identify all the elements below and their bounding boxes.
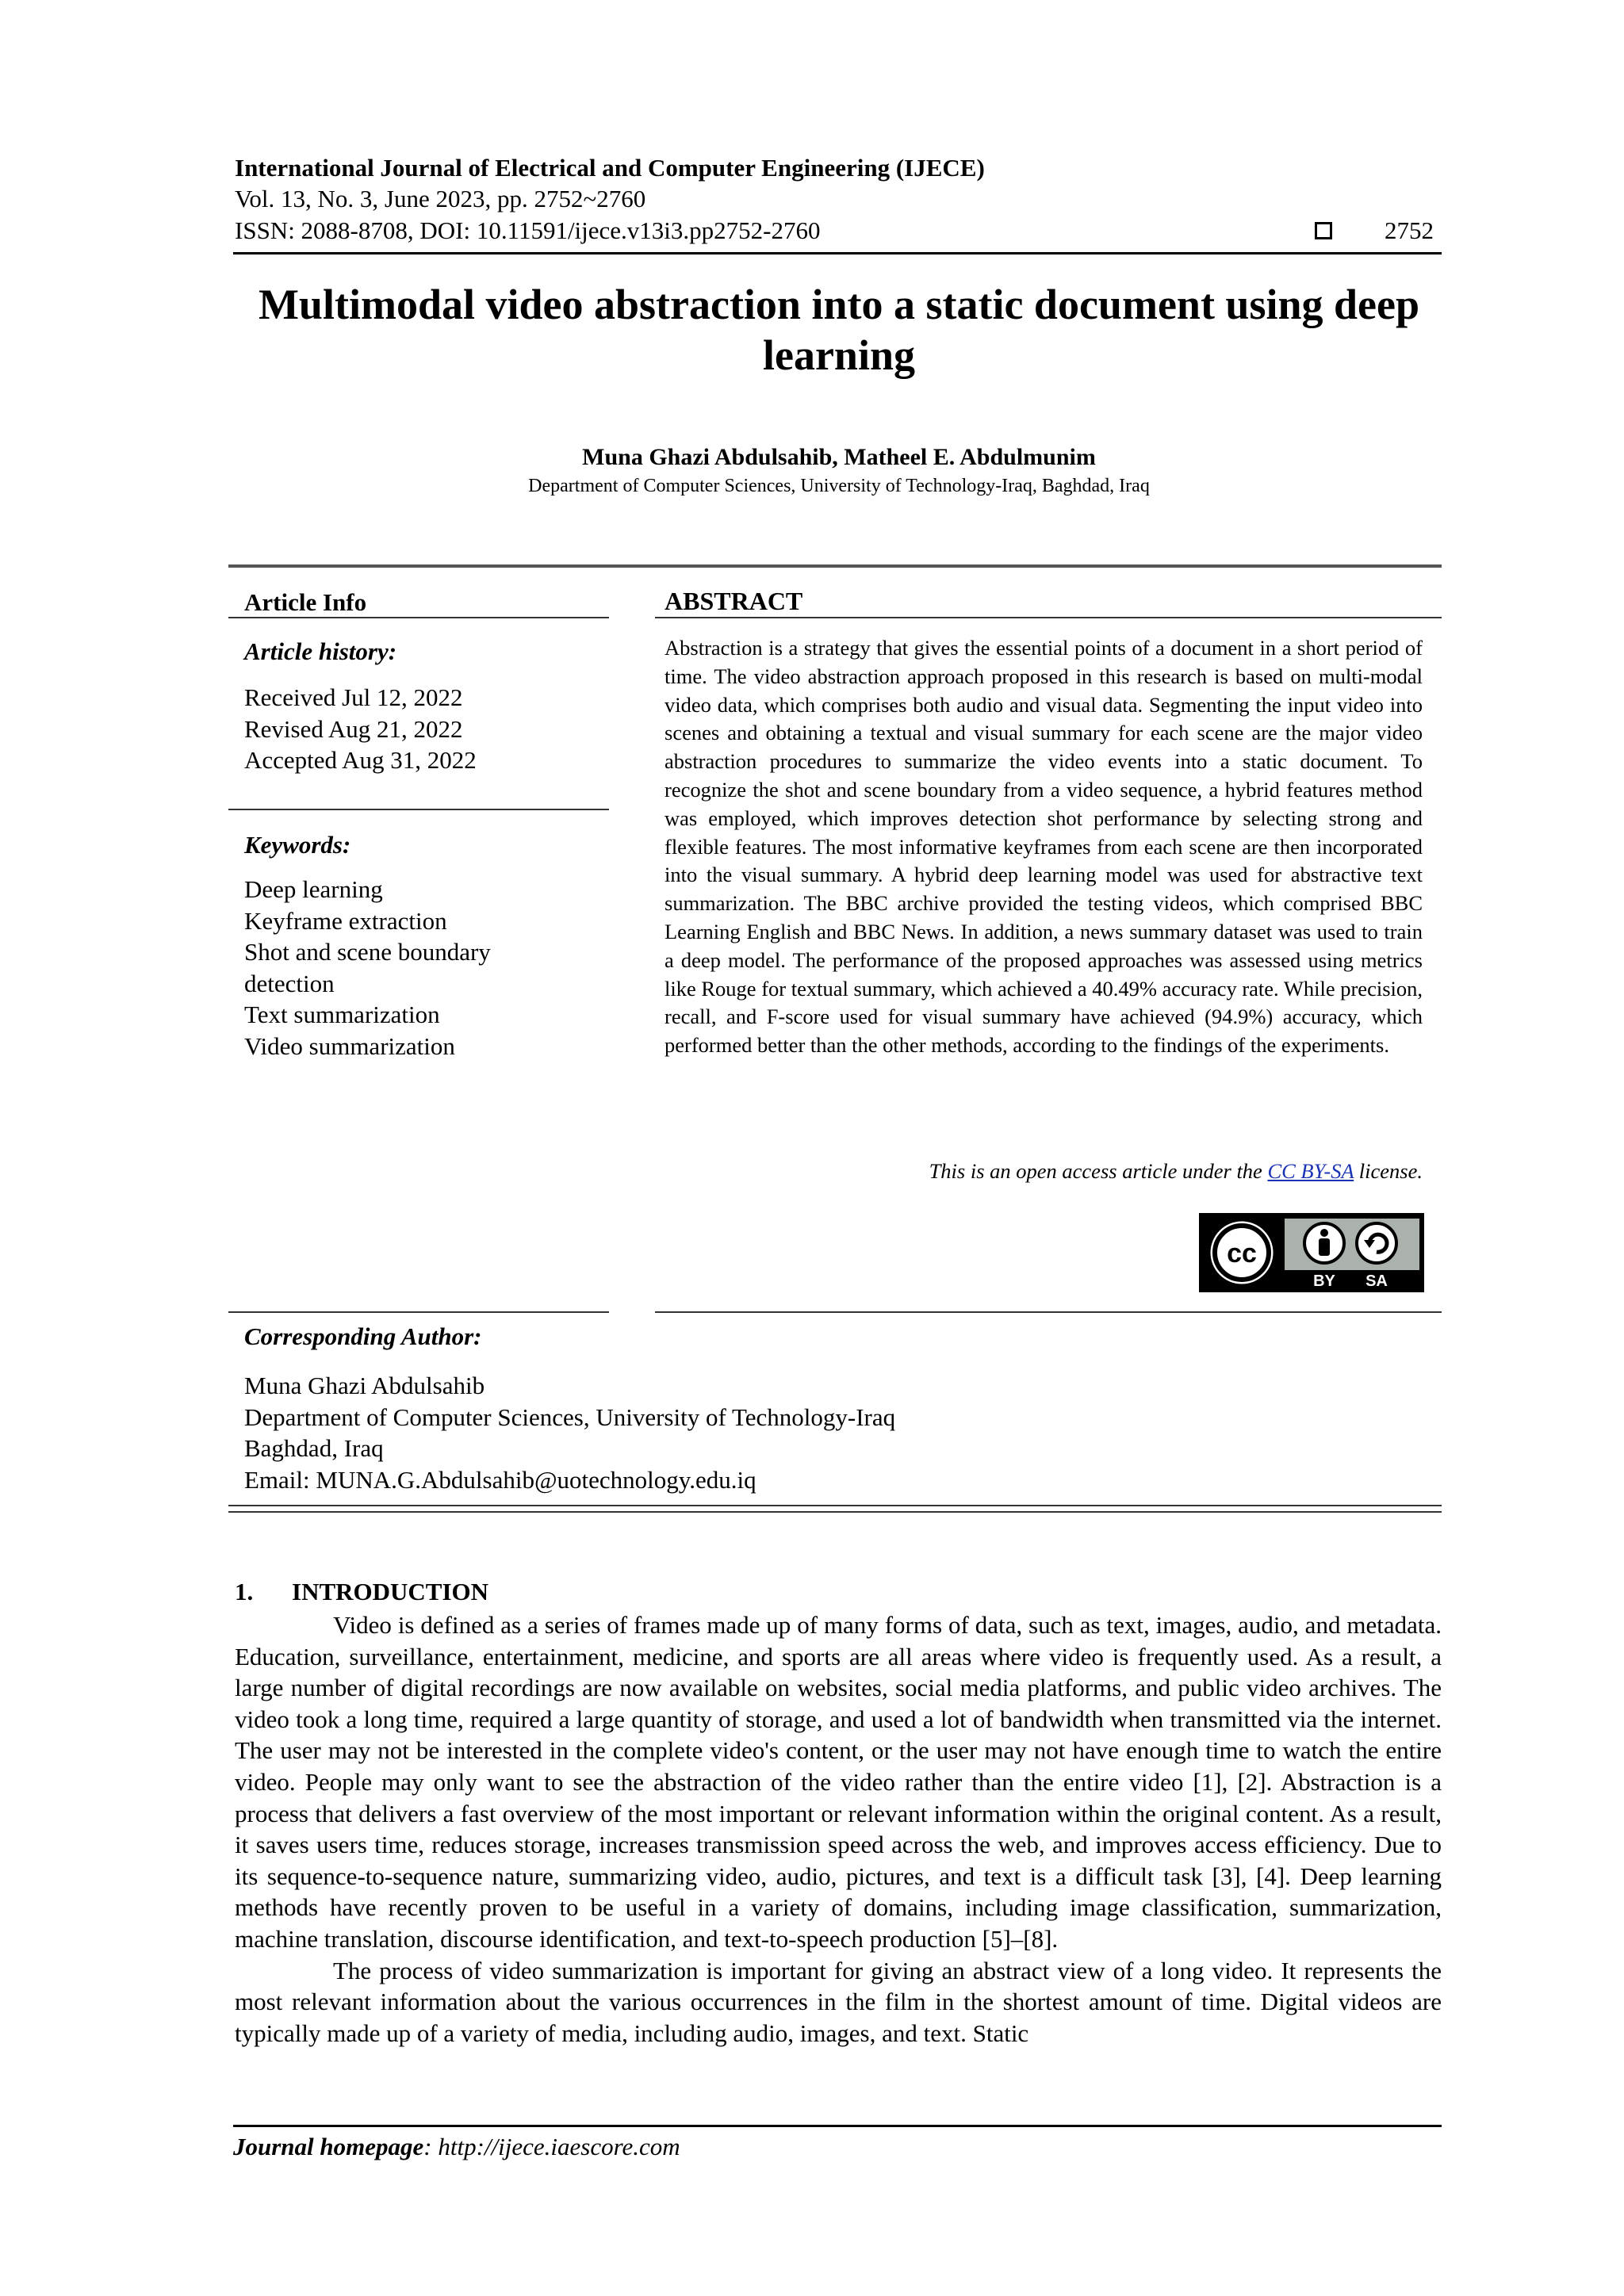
journal-volume: Vol. 13, No. 3, June 2023, pp. 2752~2760 [235, 185, 646, 212]
info-bottom-rule-right [655, 1311, 1442, 1313]
info-table-bottom-rule-2 [228, 1511, 1442, 1513]
author-affiliation: Department of Computer Sciences, University of Technology-Iraq, Baghdad, Iraq [528, 476, 1150, 496]
keywords-list [244, 874, 491, 1062]
by-label: BY [1313, 1272, 1335, 1290]
corresponding-author-details [244, 1370, 895, 1495]
cc-by-sa-badge[interactable] [1199, 1213, 1424, 1292]
article-info-heading: Article Info [244, 588, 367, 616]
page-number: 2752 [1385, 216, 1434, 244]
info-bottom-rule-left [228, 1311, 609, 1313]
license-suffix: license. [1354, 1159, 1423, 1183]
article-history-heading: Article history: [244, 637, 397, 665]
article-info-rule [228, 617, 609, 618]
keyword-item: Video summarization [244, 1031, 455, 1060]
received-date: Received Jul 12, 2022 [244, 683, 463, 711]
corresponding-author-heading: Corresponding Author: [244, 1322, 482, 1350]
paragraph: Video is defined as a series of frames made up of many forms of data, such as text, images, audio, and metadata. Education, surveillance, entertainment, medicine, and sports are all areas where video is frequently used. As a result, a large number of digital recordings are now available on websites, social media platforms, and public video archives. The video took a long time, required a large quantity of storage, and used a lot of bandwidth when transmitted via the internet. The user may not be interested in the complete video's content, or the user may not have enough time to watch the entire video. People may only want to see the abstraction of the video rather than the entire video [1], [2]. Abstraction is a process that delivers a fast overview of the most important or relevant information within the original content. As a result, it saves users time, reduces storage, increases transmission speed across the web, and improves access efficiency. Due to its sequence-to-sequence nature, summarizing video, audio, pictures, and text is a difficult task [3], [4]. Deep learning methods have recently proven to be useful in a variety of domains, including image classification, summarization, machine translation, discourse identification, and text-to-speech production [5]–[8]. [235, 1611, 1442, 1953]
corresponding-author-city: Baghdad, Iraq [244, 1434, 384, 1462]
corresponding-author-department: Department of Computer Sciences, University of Technology-Iraq [244, 1402, 896, 1431]
footer-rule [233, 2125, 1442, 2127]
keywords-heading: Keywords: [244, 831, 351, 859]
sa-label: SA [1365, 1272, 1388, 1290]
corresponding-author-name: Muna Ghazi Abdulsahib [244, 1372, 485, 1399]
keyword-item: detection [244, 969, 335, 997]
journal-issn-doi: ISSN: 2088-8708, DOI: 10.11591/ijece.v13i3.pp2752-2760 [235, 216, 821, 244]
header-rule [233, 252, 1442, 254]
journal-homepage-link[interactable]: http://ijece.iaescore.com [438, 2133, 680, 2160]
accepted-date: Accepted Aug 31, 2022 [244, 746, 477, 774]
abstract-heading: ABSTRACT [665, 587, 803, 615]
license-prefix: This is an open access article under the [929, 1159, 1268, 1183]
journal-name: International Journal of Electrical and Computer Engineering (IJECE) [235, 154, 985, 182]
keyword-item: Keyframe extraction [244, 906, 447, 935]
footer-colon: : [423, 2133, 439, 2160]
cc-badge-graphic [1199, 1213, 1424, 1292]
abstract-text: Abstraction is a strategy that gives the essential points of a document in a short period of time. The video abstraction approach proposed in this research is based on multi-modal video data, which comprises both audio and visual data. Segmenting the input video into scenes and obtaining a textual and visual summary for each scene are the major video abstraction procedures to summarize the video events into a static document. To recognize the shot and scene boundary from a video sequence, a hybrid features method was employed, which improves detection shot performance by selecting strong and flexible features. The most informative keyframes from each scene are then incorporated into the visual summary. A hybrid deep learning model was used for abstractive text summarization. The BBC archive provided the testing videos, which comprised BBC Learning English and BBC News. In addition, a news summary dataset was used to train a deep model. The performance of the proposed approaches was assessed using metrics like Rouge for textual summary, which achieved a 40.49% accuracy rate. While precision, recall, and F-score used for visual summary have achieved (94.9%) accuracy, which performed better than the other methods, according to the findings of the experiments. [665, 636, 1423, 1058]
journal-homepage [233, 2133, 680, 2161]
author-list: Muna Ghazi Abdulsahib, Matheel E. Abdulmunim [582, 444, 1096, 470]
cc-letters: cc [1227, 1238, 1257, 1269]
section-heading-introduction [235, 1578, 488, 1606]
abstract-rule [655, 617, 1442, 618]
paper-title: Multimodal video abstraction into a static document using deep learning [258, 281, 1420, 379]
history-rule [228, 809, 609, 810]
info-table-bottom-rule-1 [228, 1505, 1442, 1506]
license-statement [665, 1159, 1423, 1184]
square-bullet-icon [1315, 222, 1332, 239]
revised-date: Revised Aug 21, 2022 [244, 714, 463, 743]
cc-by-sa-link[interactable]: CC BY-SA [1267, 1159, 1354, 1183]
section-number: 1. [235, 1578, 254, 1605]
paragraph: The process of video summarization is important for giving an abstract view of a long video. It represents the most relevant information about the various occurrences in the film in the shortest amount of time. Digital videos are typically made up of a variety of media, including audio, images, and text. Static [235, 1956, 1442, 2047]
section-title: INTRODUCTION [292, 1578, 489, 1605]
keyword-item: Shot and scene boundary [244, 938, 491, 966]
introduction-body [235, 1609, 1442, 2049]
corresponding-author-email: Email: MUNA.G.Abdulsahib@uotechnology.edu.iq [244, 1465, 756, 1494]
footer-label: Journal homepage [233, 2133, 424, 2160]
keyword-item: Text summarization [244, 1001, 440, 1028]
keyword-item: Deep learning [244, 875, 383, 903]
info-table-top-rule [228, 564, 1442, 568]
share-alike-icon [1357, 1223, 1396, 1263]
article-history-list [244, 682, 477, 776]
